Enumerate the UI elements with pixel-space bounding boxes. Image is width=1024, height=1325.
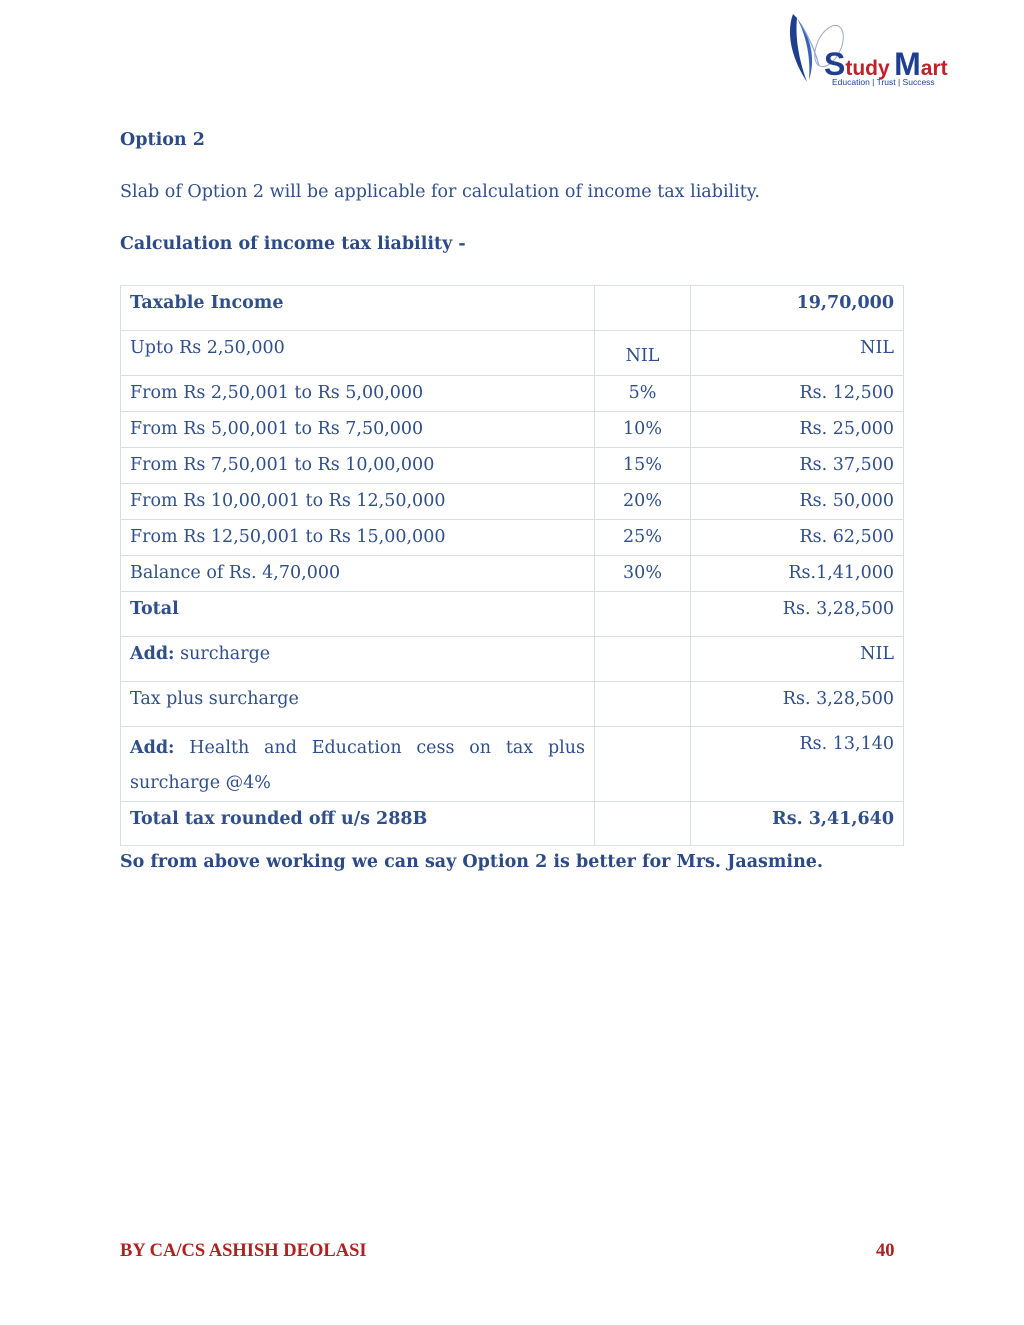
row-label: From Rs 12,50,001 to Rs 15,00,000: [121, 520, 595, 556]
row-amount: Rs.1,41,000: [691, 556, 904, 592]
row-label: Upto Rs 2,50,000: [121, 331, 595, 376]
row-label-prefix: Add:: [130, 738, 175, 758]
table-row: [121, 520, 904, 556]
row-rate: [595, 727, 691, 802]
table-row: [121, 376, 904, 412]
table-row: [121, 484, 904, 520]
footer-author: BY CA/CS ASHISH DEOLASI: [120, 1241, 367, 1261]
table-row: [121, 331, 904, 376]
calc-heading: Calculation of income tax liability -: [120, 234, 466, 254]
row-amount: 19,70,000: [691, 286, 904, 331]
row-amount: NIL: [691, 637, 904, 682]
brand-s: S: [824, 46, 846, 82]
row-rate: [595, 682, 691, 727]
row-label-text: Health and Education cess on tax plus surcharge @4%: [130, 738, 585, 793]
row-rate: 15%: [595, 448, 691, 484]
row-rate: 5%: [595, 376, 691, 412]
row-label: [121, 637, 595, 682]
row-label: Total: [121, 592, 595, 637]
brand-tagline: Education | Trust | Success: [832, 77, 935, 87]
row-rate: 30%: [595, 556, 691, 592]
table-row: [121, 802, 904, 846]
intro-text: Slab of Option 2 will be applicable for calculation of income tax liability.: [120, 182, 760, 202]
brand-art: art: [920, 57, 948, 80]
table-row: [121, 637, 904, 682]
row-amount: Rs. 3,41,640: [691, 802, 904, 846]
row-amount: Rs. 50,000: [691, 484, 904, 520]
row-label: From Rs 10,00,001 to Rs 12,50,000: [121, 484, 595, 520]
row-amount: Rs. 62,500: [691, 520, 904, 556]
row-label: Balance of Rs. 4,70,000: [121, 556, 595, 592]
row-amount: Rs. 25,000: [691, 412, 904, 448]
row-label: Tax plus surcharge: [121, 682, 595, 727]
row-amount: NIL: [691, 331, 904, 376]
table-row: [121, 556, 904, 592]
row-rate: [595, 637, 691, 682]
row-rate: 25%: [595, 520, 691, 556]
row-label: From Rs 5,00,001 to Rs 7,50,000: [121, 412, 595, 448]
brand-m: M: [894, 46, 921, 82]
footer-page-number: 40: [876, 1241, 895, 1261]
section-title: Option 2: [120, 130, 205, 150]
row-amount: Rs. 12,500: [691, 376, 904, 412]
row-label: [121, 727, 595, 802]
table-row: [121, 682, 904, 727]
table-row: [121, 592, 904, 637]
row-rate: [595, 286, 691, 331]
row-amount: Rs. 3,28,500: [691, 592, 904, 637]
row-label-prefix: Add:: [130, 644, 175, 664]
row-amount: Rs. 13,140: [691, 727, 904, 802]
row-amount: Rs. 3,28,500: [691, 682, 904, 727]
row-label: Total tax rounded off u/s 288B: [121, 802, 595, 846]
row-rate: NIL: [595, 331, 691, 376]
row-rate: 10%: [595, 412, 691, 448]
row-rate: [595, 802, 691, 846]
table-row: [121, 448, 904, 484]
row-label: From Rs 7,50,001 to Rs 10,00,000: [121, 448, 595, 484]
brand-tudy: tudy: [845, 57, 890, 80]
row-label-text: surcharge: [180, 644, 271, 664]
row-rate: [595, 592, 691, 637]
row-rate: 20%: [595, 484, 691, 520]
conclusion-text: So from above working we can say Option 2 is better for Mrs. Jaasmine.: [120, 852, 824, 872]
row-label: Taxable Income: [121, 286, 595, 331]
tax-calculation-table: [120, 285, 904, 846]
table-row: [121, 727, 904, 802]
table-row: [121, 412, 904, 448]
table-row: [121, 286, 904, 331]
row-amount: Rs. 37,500: [691, 448, 904, 484]
row-label: From Rs 2,50,001 to Rs 5,00,000: [121, 376, 595, 412]
